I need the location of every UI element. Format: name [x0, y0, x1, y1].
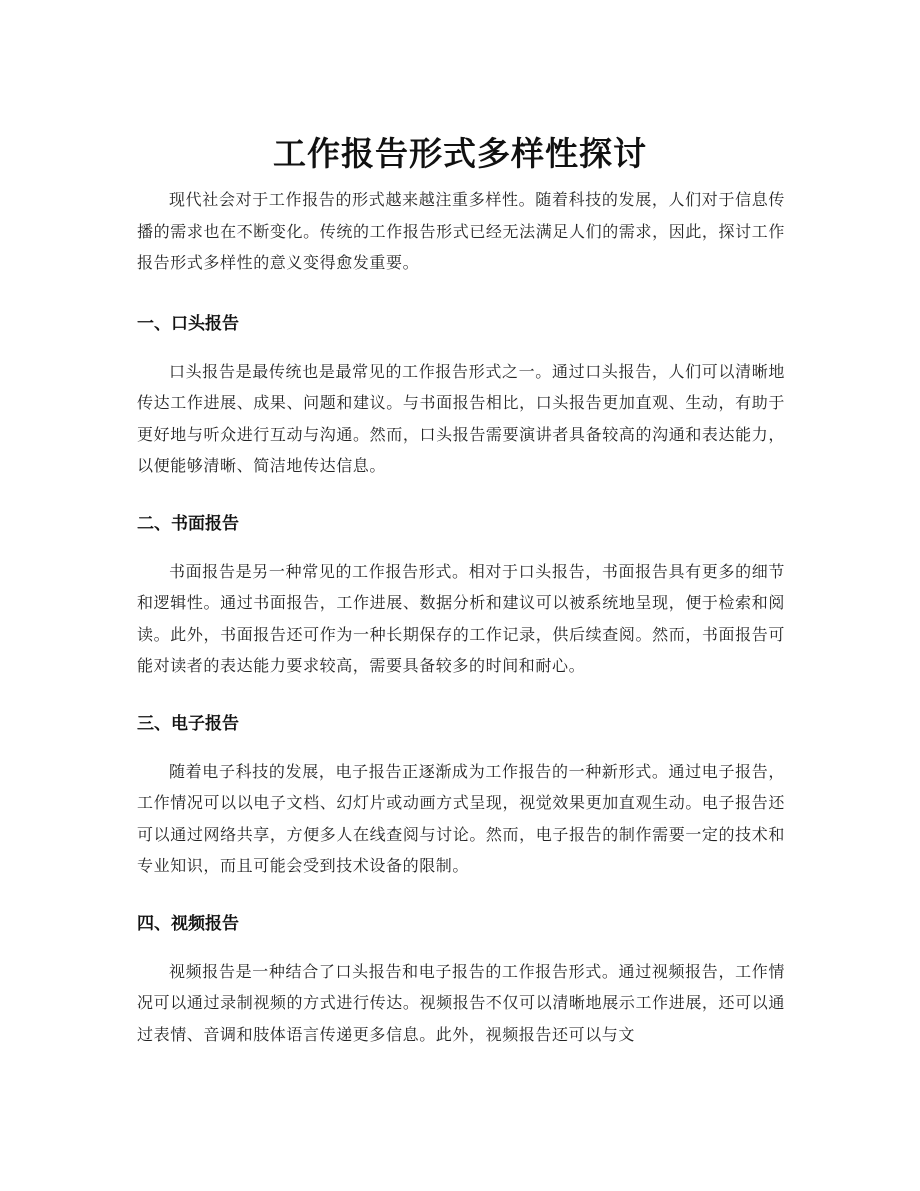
section-paragraph-written: 书面报告是另一种常见的工作报告形式。相对于口头报告，书面报告具有更多的细节和逻辑性。通过书面报告，工作进展、数据分析和建议可以被系统地呈现，便于检索和阅读。此外，书面报告还可作为一种长期保存的工作记录，供后续查阅。然而，书面报告可能对读者的表达能力要求较高，需要具备较多的时间和耐心。	[137, 561, 785, 675]
section-heading-written: 二、书面报告	[137, 513, 239, 534]
section-paragraph-electronic: 随着电子科技的发展，电子报告正逐渐成为工作报告的一种新形式。通过电子报告，工作情况可以以电子文档、幻灯片或动画方式呈现，视觉效果更加直观生动。电子报告还可以通过网络共享，方便多人在线查阅与讨论。然而，电子报告的制作需要一定的技术和专业知识，而且可能会受到技术设备的限制。	[137, 761, 785, 875]
section-heading-oral: 一、口头报告	[137, 313, 239, 334]
section-paragraph-oral: 口头报告是最传统也是最常见的工作报告形式之一。通过口头报告，人们可以清晰地传达工作进展、成果、问题和建议。与书面报告相比，口头报告更加直观、生动，有助于更好地与听众进行互动与沟通。然而，口头报告需要演讲者具备较高的沟通和表达能力，以便能够清晰、简洁地传达信息。	[137, 361, 785, 475]
section-heading-electronic: 三、电子报告	[137, 713, 239, 734]
section-heading-video: 四、视频报告	[137, 913, 239, 934]
intro-paragraph: 现代社会对于工作报告的形式越来越注重多样性。随着科技的发展，人们对于信息传播的需求也在不断变化。传统的工作报告形式已经无法满足人们的需求，因此，探讨工作报告形式多样性的意义变得愈发重要。	[137, 190, 785, 272]
document-body	[137, 184, 785, 1050]
section-paragraph-video: 视频报告是一种结合了口头报告和电子报告的工作报告形式。通过视频报告，工作情况可以通过录制视频的方式进行传达。视频报告不仅可以清晰地展示工作进展，还可以通过表情、音调和肢体语言传递更多信息。此外，视频报告还可以与文	[137, 961, 785, 1044]
page-title: 工作报告形式多样性探讨	[273, 134, 647, 174]
